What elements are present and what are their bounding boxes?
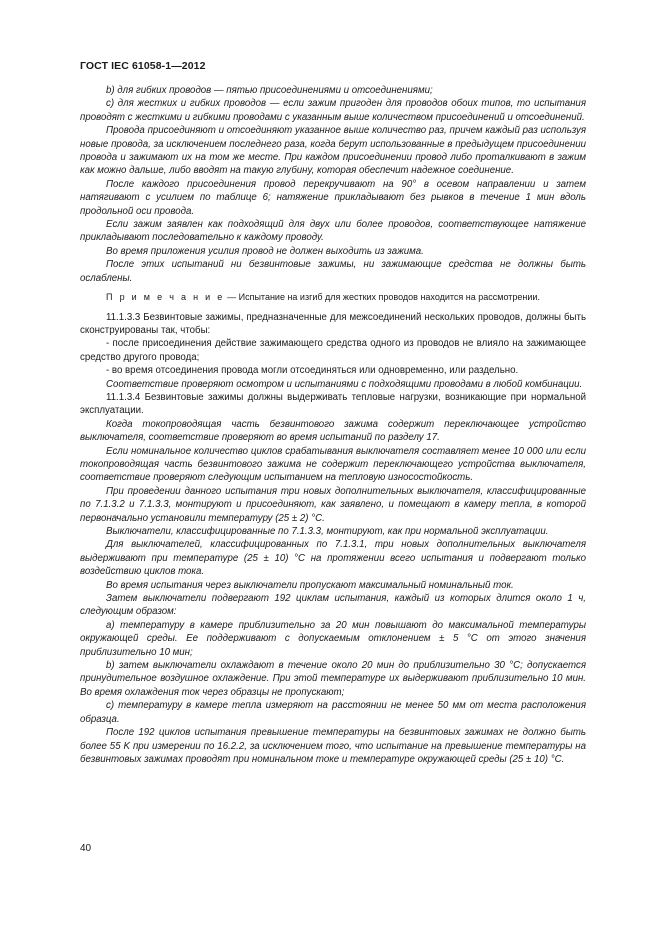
clause-11-1-3-4: 11.1.3.4 Безвинтовые зажимы должны выдерживать тепловые нагрузки, возникающие при нормальной эксплуатации. [80, 391, 586, 417]
test-step-a: a) температуру в камере приблизительно за 20 мин повышают до максимальной температуры окружающей среды. Ее поддерживают с допускаемым отклонением ± 5 °C от этого значения приблизительно 10 мин; [80, 619, 586, 658]
clause-item: - после присоединения действие зажимающего средства одного из проводов не влияло на зажимающее средство другого провода; [80, 338, 586, 363]
compliance-text: Соответствие проверяют осмотром и испытаниями с подходящими проводами в любой комбинации. [106, 378, 583, 390]
paragraph: Затем выключатели подвергают 192 циклам испытания, каждый из которых длится около 1 ч, следующим образом: [80, 593, 586, 618]
paragraph: Выключатели, классифицированные по 7.1.3.3, монтируют, как при нормальной эксплуатации. [106, 526, 549, 537]
note-label: П р и м е ч а н и е [106, 292, 225, 303]
paragraph: Во время приложения усилия провод не должен выходить из зажима. [106, 245, 424, 257]
page-number: 40 [80, 843, 92, 854]
paragraph: Во время испытания через выключатели пропускают максимальный номинальный ток. [106, 579, 514, 591]
note [80, 291, 586, 304]
paragraph: После каждого присоединения провод перекручивают на 90° в осевом направлении и затем натягивают с усилием по таблице 6; натяжение прикладывают без рывков в течение 1 мин вдоль продольной оси провода. [80, 178, 586, 217]
paragraph: Провода присоединяют и отсоединяют указанное выше количество раз, причем каждый раз используя новые провода, за исключением последнего раза, когда берут использованные в предыдущем присоединении провода и зажимают их на том же месте. При каждом присоединении провод либо проталкивают в зажим как можно дальше, либо вводят на такую глубину, которая обеспечит надежное соединение. [80, 125, 586, 177]
clause-item: - во время отсоединения провода могли отсоединяться или одновременно, или раздельно. [106, 365, 519, 377]
paragraph: После этих испытаний ни безвинтовые зажимы, ни зажимающие средства не должны быть ослаблены. [80, 259, 586, 284]
test-step-c: c) температуру в камере тепла измеряют на расстоянии не менее 50 мм от места расположения образца. [80, 700, 586, 725]
document-header: ГОСТ IEC 61058-1—2012 [80, 60, 206, 72]
list-item-b: b) для гибких проводов — пятью присоединениями и отсоединениями; [106, 85, 433, 96]
test-step-b: b) затем выключатели охлаждают в течение около 20 мин до приблизительно 30 °C; допускается принудительное воздушное охлаждение. При этой температуре их выдерживают приблизительно 10 мин. Во время охлаждения ток через образцы не пропускают; [80, 660, 586, 698]
paragraph: Если номинальное количество циклов срабатывания выключателя составляет менее 10 000 или если токопроводящая часть безвинтового зажима не содержит переключающего устройства выключателя, соответствие проверяют следующим испытанием на тепловую износостойкость. [80, 445, 586, 484]
paragraph: Для выключателей, классифицированных по 7.1.3.1, три новых дополнительных выключателя выдерживают при температуре (25 ± 10) °C на протяжении всего испытания и подвергают только воздействию циклов тока. [80, 539, 586, 578]
paragraph: После 192 циклов испытания превышение температуры на безвинтовых зажимах не должно быть более 55 K при измерении по 16.2.2, за исключением того, что испытание на превышение температуры на безвинтовых зажимах проводят при номинальном токе и температуре окружающей среды (25 ± 10) °C. [80, 727, 586, 765]
clause-11-1-3-3: 11.1.3.3 Безвинтовые зажимы, предназначенные для межсоединений нескольких проводов, должны быть сконструированы так, чтобы: [80, 311, 586, 336]
paragraph: Когда токопроводящая часть безвинтового зажима содержит переключающее устройство выключателя, соответствие проверяют во время испытаний по разделу 17. [80, 418, 586, 444]
list-item-c: c) для жестких и гибких проводов — если зажим пригоден для проводов обоих типов, то испытания проводят с жесткими и гибкими проводами с указанным выше количеством присоединений и отсоединений. [80, 98, 586, 123]
paragraph: Если зажим заявлен как подходящий для двух или более проводов, соответствующее натяжение прикладывают последовательно к каждому проводу. [80, 219, 586, 244]
page-body [80, 84, 586, 766]
note-text: — Испытание на изгиб для жестких проводов находится на рассмотрении. [224, 292, 540, 303]
paragraph: При проведении данного испытания три новых дополнительных выключателя, классифицированные по 7.1.3.2 и 7.1.3.3, монтируют и присоединяют, как заявлено, и помещают в камеру тепла, в которой первоначально установили температуру (25 ± 2) °C. [80, 485, 586, 524]
